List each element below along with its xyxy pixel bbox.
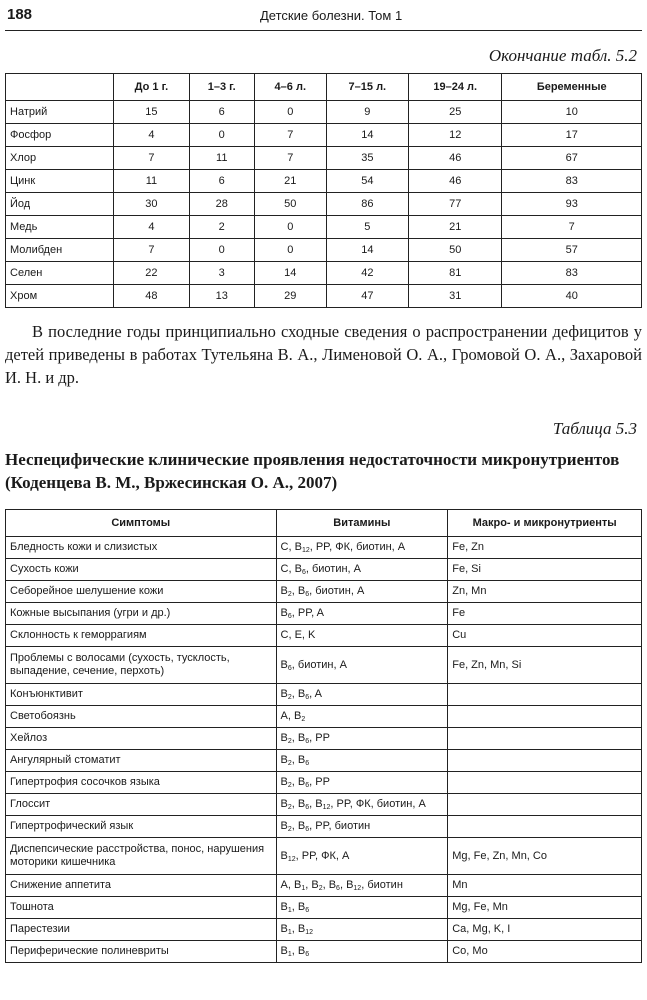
vitamin-text: , B <box>305 879 319 892</box>
table-row <box>6 941 642 963</box>
table-5-2-caption: Окончание табл. 5.2 <box>488 46 637 65</box>
table-cell: 7 <box>254 124 326 147</box>
symptom-cell: Парестезии <box>6 919 277 941</box>
minerals-cell: Mg, Fe, Mn <box>448 897 642 919</box>
vitamin-text: , B <box>291 688 306 701</box>
table-cell: 7 <box>254 147 326 170</box>
vitamin-text: , B <box>291 754 306 767</box>
symptom-cell: Бледность кожи и слизистых <box>6 537 277 559</box>
minerals-cell: Cu <box>448 625 642 647</box>
body-paragraph: В последние годы принципиально сходные сведения о распространении дефицитов у детей приведены в работах Тутельяна В. А., Лименовой О. А., Громовой О. А., Захаровой И. Н. и др. <box>5 322 642 387</box>
vitamin-text: , B <box>291 798 306 811</box>
table-cell: 22 <box>114 262 189 285</box>
table-row <box>6 262 642 285</box>
table-cell: 17 <box>502 124 642 147</box>
vitamin-subscript: 6 <box>305 907 310 915</box>
column-header: Макро- и микронутриенты <box>448 510 642 537</box>
vitamin-text: B <box>280 754 288 767</box>
table-cell: 11 <box>114 170 189 193</box>
vitamin-text: B <box>280 901 288 914</box>
column-header: 19–24 л. <box>409 74 502 101</box>
vitamin-text: , B <box>339 879 354 892</box>
table-cell: 48 <box>114 285 189 308</box>
table-row <box>6 728 642 750</box>
table-cell: 30 <box>114 193 189 216</box>
table-header-row <box>6 510 642 537</box>
minerals-cell <box>448 816 642 838</box>
minerals-cell: Zn, Mn <box>448 581 642 603</box>
vitamin-text: , B <box>322 879 337 892</box>
minerals-cell <box>448 728 642 750</box>
vitamins-cell <box>276 816 448 838</box>
table-row <box>6 838 642 875</box>
vitamins-cell <box>276 625 448 647</box>
table-cell: 0 <box>254 101 326 124</box>
table-row <box>6 170 642 193</box>
column-header: 7–15 л. <box>326 74 408 101</box>
table-row <box>6 772 642 794</box>
table-cell: 28 <box>189 193 254 216</box>
header-rule <box>5 30 642 31</box>
vitamin-subscript: 6 <box>336 885 340 893</box>
table-row <box>6 537 642 559</box>
vitamins-cell <box>276 581 448 603</box>
vitamins-cell <box>276 772 448 794</box>
vitamin-subscript: 12 <box>305 929 314 937</box>
table-cell: 13 <box>189 285 254 308</box>
table-cell: 40 <box>502 285 642 308</box>
column-header: 4–6 л. <box>254 74 326 101</box>
vitamin-text: , B <box>291 945 306 958</box>
table-row <box>6 216 642 239</box>
table-cell: 4 <box>114 124 189 147</box>
column-header: Беременные <box>502 74 642 101</box>
table-cell: 67 <box>502 147 642 170</box>
vitamin-text: , B <box>291 776 306 789</box>
running-title: Детские болезни. Том 1 <box>260 8 403 23</box>
table-cell: 5 <box>326 216 408 239</box>
vitamin-text: , B <box>309 798 323 811</box>
vitamin-text: C, E, K <box>280 629 316 642</box>
table-cell: 4 <box>114 216 189 239</box>
vitamin-subscript: 6 <box>287 613 292 621</box>
table-row <box>6 147 642 170</box>
vitamin-subscript: 6 <box>305 738 310 746</box>
vitamins-cell <box>276 838 448 875</box>
symptom-cell: Светобоязнь <box>6 706 277 728</box>
vitamins-cell <box>276 919 448 941</box>
vitamin-subscript: 12 <box>287 855 296 863</box>
table-cell: 77 <box>409 193 502 216</box>
vitamin-text: , B <box>291 732 306 745</box>
minerals-cell <box>448 750 642 772</box>
table-cell: 46 <box>409 147 502 170</box>
vitamins-cell <box>276 537 448 559</box>
vitamin-text: , A <box>309 688 322 701</box>
table-cell: 50 <box>254 193 326 216</box>
row-label: Молибден <box>6 239 114 262</box>
symptom-cell: Конъюнктивит <box>6 684 277 706</box>
vitamin-text: A, B <box>280 710 302 723</box>
vitamins-cell <box>276 794 448 816</box>
vitamin-subscript: 6 <box>305 804 310 812</box>
table-body <box>6 537 642 963</box>
vitamin-text: B <box>280 945 288 958</box>
minerals-cell: Fe, Zn <box>448 537 642 559</box>
table-cell: 6 <box>189 101 254 124</box>
table-cell: 21 <box>409 216 502 239</box>
table-cell: 93 <box>502 193 642 216</box>
table-cell: 25 <box>409 101 502 124</box>
table-cell: 29 <box>254 285 326 308</box>
row-label: Фосфор <box>6 124 114 147</box>
vitamin-subscript: 12 <box>353 885 362 893</box>
row-label: Селен <box>6 262 114 285</box>
minerals-cell: Fe, Zn, Mn, Si <box>448 647 642 684</box>
symptom-cell: Глоссит <box>6 794 277 816</box>
table-cell: 15 <box>114 101 189 124</box>
table-cell: 35 <box>326 147 408 170</box>
column-header: Витамины <box>276 510 448 537</box>
vitamin-text: , биотин, A <box>309 585 365 598</box>
table-cell: 57 <box>502 239 642 262</box>
vitamin-text: , PP, A <box>291 607 324 620</box>
table-header-row <box>6 74 642 101</box>
table-cell: 3 <box>189 262 254 285</box>
table-cell: 86 <box>326 193 408 216</box>
vitamin-text: B <box>280 798 288 811</box>
symptom-cell: Кожные высыпания (угри и др.) <box>6 603 277 625</box>
vitamin-text: , биотин, A <box>291 658 347 671</box>
column-header: До 1 г. <box>114 74 189 101</box>
vitamin-text: , PP, ФК, A <box>295 849 350 862</box>
symptom-cell: Гипертрофия сосочков языка <box>6 772 277 794</box>
vitamin-subscript: 2 <box>318 885 323 893</box>
table-cell: 14 <box>326 239 408 262</box>
table-row <box>6 101 642 124</box>
vitamin-subscript: 1 <box>287 907 292 915</box>
vitamin-subscript: 6 <box>305 591 310 599</box>
vitamin-text: , PP <box>309 732 330 745</box>
table-cell: 0 <box>254 239 326 262</box>
vitamin-text: , PP, биотин <box>309 820 371 833</box>
vitamin-subscript: 2 <box>287 782 292 790</box>
table-row <box>6 581 642 603</box>
vitamins-cell <box>276 728 448 750</box>
table-cell: 83 <box>502 170 642 193</box>
symptom-cell: Диспепсические расстройства, понос, нарушения моторики кишечника <box>6 838 277 875</box>
vitamin-text: , B <box>291 585 306 598</box>
table-cell: 47 <box>326 285 408 308</box>
table-cell: 7 <box>502 216 642 239</box>
vitamins-cell <box>276 647 448 684</box>
vitamin-text: , биотин <box>361 879 403 892</box>
column-header: 1–3 г. <box>189 74 254 101</box>
vitamin-text: B <box>280 923 288 936</box>
symptom-cell: Сухость кожи <box>6 559 277 581</box>
vitamin-text: C, B <box>280 541 302 554</box>
vitamin-subscript: 6 <box>301 569 306 577</box>
vitamin-text: A, B <box>280 879 302 892</box>
table-row <box>6 625 642 647</box>
vitamin-subscript: 12 <box>322 804 331 812</box>
minerals-cell: Mg, Fe, Zn, Mn, Co <box>448 838 642 875</box>
table-5-3-caption: Таблица 5.3 <box>552 419 637 438</box>
vitamin-subscript: 12 <box>301 547 310 555</box>
column-header <box>6 74 114 101</box>
minerals-cell <box>448 706 642 728</box>
vitamin-subscript: 2 <box>287 804 292 812</box>
table-cell: 14 <box>326 124 408 147</box>
table-cell: 83 <box>502 262 642 285</box>
vitamin-subscript: 1 <box>287 951 292 959</box>
symptom-cell: Тошнота <box>6 897 277 919</box>
minerals-cell: Co, Mo <box>448 941 642 963</box>
table-5-3 <box>5 509 642 963</box>
table-row <box>6 875 642 897</box>
table-row <box>6 919 642 941</box>
vitamins-cell <box>276 603 448 625</box>
vitamin-subscript: 6 <box>305 782 310 790</box>
vitamin-text: B <box>280 776 288 789</box>
table-row <box>6 239 642 262</box>
vitamin-subscript: 1 <box>301 885 306 893</box>
symptom-cell: Себорейное шелушение кожи <box>6 581 277 603</box>
vitamin-text: , B <box>291 923 306 936</box>
vitamin-text: , PP, ФК, биотин, A <box>330 798 426 811</box>
vitamin-text: , PP, ФК, биотин, A <box>309 541 406 554</box>
table-cell: 42 <box>326 262 408 285</box>
minerals-cell <box>448 684 642 706</box>
minerals-cell: Fe, Si <box>448 559 642 581</box>
symptom-cell: Ангулярный стоматит <box>6 750 277 772</box>
table-row <box>6 897 642 919</box>
table-cell: 2 <box>189 216 254 239</box>
minerals-cell: Fe <box>448 603 642 625</box>
vitamin-text: B <box>280 607 288 620</box>
vitamins-cell <box>276 941 448 963</box>
table-row <box>6 684 642 706</box>
symptom-cell: Хейлоз <box>6 728 277 750</box>
table-5-2 <box>5 73 642 308</box>
vitamins-cell <box>276 897 448 919</box>
vitamin-text: B <box>280 849 288 862</box>
vitamin-subscript: 6 <box>305 951 310 959</box>
row-label: Медь <box>6 216 114 239</box>
row-label: Цинк <box>6 170 114 193</box>
minerals-cell: Mn <box>448 875 642 897</box>
vitamin-subscript: 2 <box>287 738 292 746</box>
table-5-3-title: Неспецифические клинические проявления недостаточности микронутриентов (Коденцева В. М., Вржесинская О. А., 2007) <box>5 450 620 492</box>
table-cell: 6 <box>189 170 254 193</box>
symptom-cell: Периферические полиневриты <box>6 941 277 963</box>
symptom-cell: Склонность к геморрагиям <box>6 625 277 647</box>
table-row <box>6 559 642 581</box>
page-number: 188 <box>7 6 33 23</box>
vitamins-cell <box>276 875 448 897</box>
table-cell: 0 <box>189 124 254 147</box>
table-cell: 7 <box>114 239 189 262</box>
symptom-cell: Снижение аппетита <box>6 875 277 897</box>
table-body <box>6 101 642 308</box>
table-cell: 0 <box>254 216 326 239</box>
table-row <box>6 124 642 147</box>
vitamins-cell <box>276 684 448 706</box>
vitamins-cell <box>276 559 448 581</box>
table-cell: 31 <box>409 285 502 308</box>
vitamin-text: , B <box>291 820 306 833</box>
table-cell: 21 <box>254 170 326 193</box>
table-row <box>6 794 642 816</box>
vitamins-cell <box>276 706 448 728</box>
table-row <box>6 816 642 838</box>
vitamin-subscript: 2 <box>301 716 306 724</box>
table-row <box>6 750 642 772</box>
vitamin-subscript: 2 <box>287 760 292 768</box>
vitamin-subscript: 2 <box>287 826 292 834</box>
vitamin-subscript: 6 <box>305 826 310 834</box>
row-label: Натрий <box>6 101 114 124</box>
table-cell: 81 <box>409 262 502 285</box>
vitamin-text: B <box>280 820 288 833</box>
table-cell: 50 <box>409 239 502 262</box>
vitamin-text: C, B <box>280 563 302 576</box>
minerals-cell: Ca, Mg, K, I <box>448 919 642 941</box>
minerals-cell <box>448 794 642 816</box>
table-row <box>6 603 642 625</box>
vitamin-subscript: 6 <box>287 664 292 672</box>
vitamins-cell <box>276 750 448 772</box>
vitamin-subscript: 6 <box>305 694 310 702</box>
vitamin-text: , B <box>291 901 306 914</box>
vitamin-text: B <box>280 658 288 671</box>
row-label: Йод <box>6 193 114 216</box>
table-cell: 54 <box>326 170 408 193</box>
vitamin-text: , PP <box>309 776 330 789</box>
table-row <box>6 193 642 216</box>
page-header <box>5 4 642 28</box>
vitamin-text: B <box>280 732 288 745</box>
table-cell: 7 <box>114 147 189 170</box>
table-cell: 12 <box>409 124 502 147</box>
row-label: Хром <box>6 285 114 308</box>
table-row <box>6 706 642 728</box>
column-header: Симптомы <box>6 510 277 537</box>
table-cell: 14 <box>254 262 326 285</box>
table-cell: 9 <box>326 101 408 124</box>
table-cell: 46 <box>409 170 502 193</box>
table-row <box>6 647 642 684</box>
vitamin-subscript: 1 <box>287 929 292 937</box>
vitamin-subscript: 6 <box>305 760 310 768</box>
symptom-cell: Гипертрофический язык <box>6 816 277 838</box>
minerals-cell <box>448 772 642 794</box>
row-label: Хлор <box>6 147 114 170</box>
vitamin-text: B <box>280 688 288 701</box>
table-cell: 10 <box>502 101 642 124</box>
table-row <box>6 285 642 308</box>
table-cell: 0 <box>189 239 254 262</box>
vitamin-subscript: 2 <box>287 694 292 702</box>
vitamin-text: B <box>280 585 288 598</box>
table-cell: 11 <box>189 147 254 170</box>
vitamin-subscript: 2 <box>287 591 292 599</box>
vitamin-text: , биотин, A <box>305 563 361 576</box>
symptom-cell: Проблемы с волосами (сухость, тусклость, выпадение, сечение, перхоть) <box>6 647 277 684</box>
